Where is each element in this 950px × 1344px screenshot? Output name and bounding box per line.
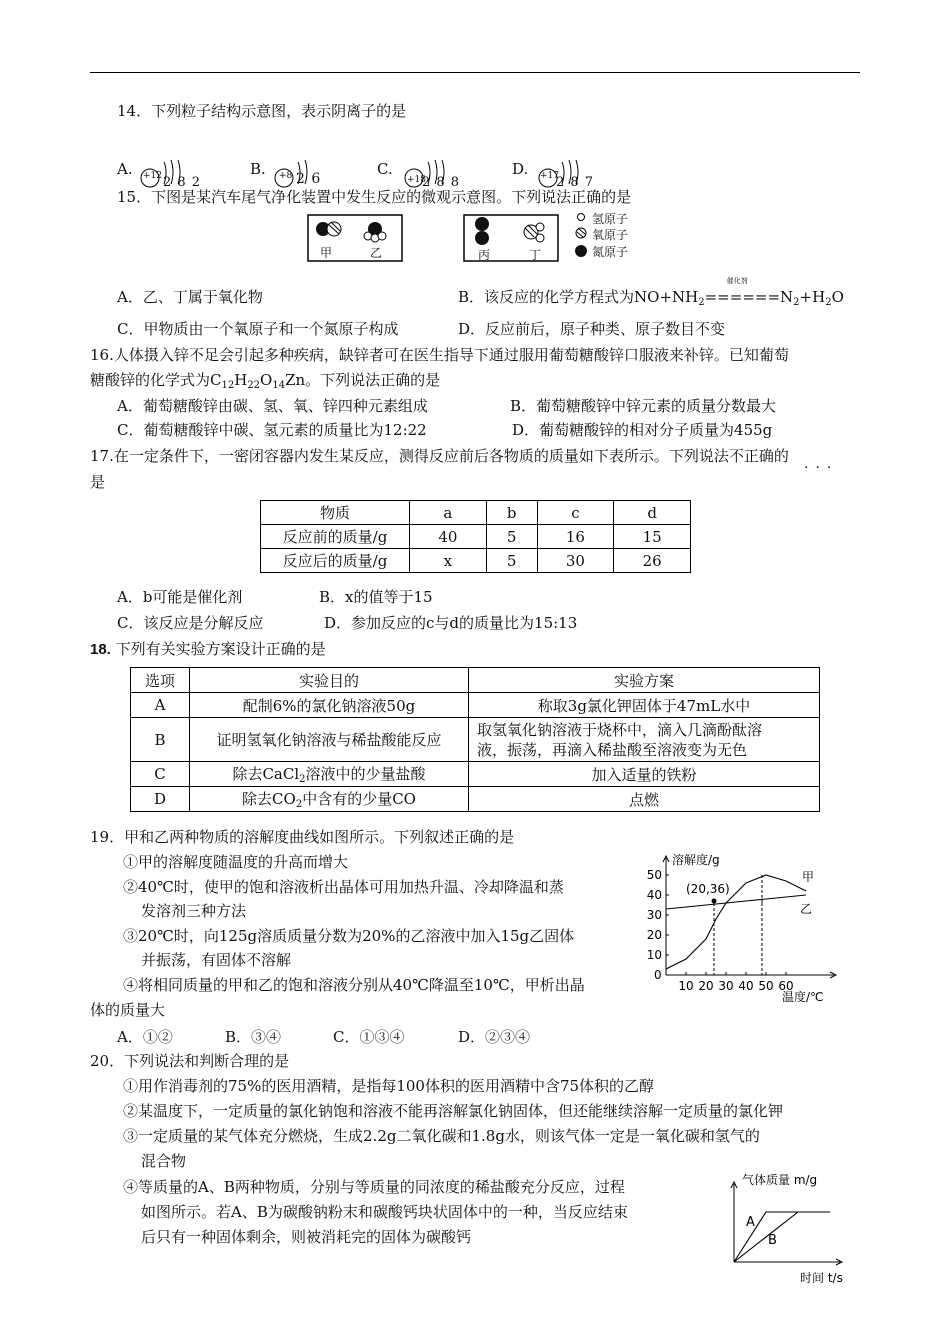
atom-c-nucleus: +18 xyxy=(407,175,426,185)
q16-stem-line2: 糖酸锌的化学式为$C_{12}H_{22}O_{14}Zn$。下列说法正确的是 xyxy=(90,371,441,391)
y-tick-label: 40 xyxy=(646,888,662,902)
q20-stem: 20．下列说法和判断合理的是 xyxy=(90,1052,290,1070)
q17-option-a: A．b可能是催化剂 xyxy=(117,588,243,606)
q17-table xyxy=(260,500,691,573)
table-cell: C xyxy=(131,762,190,787)
solubility-chart xyxy=(640,848,840,1008)
q20-statement-3b: 混合物 xyxy=(141,1152,187,1170)
q15-option-c: C．甲物质由一个氧原子和一个氮原子构成 xyxy=(117,320,399,338)
q19-statement-4b: 体的质量大 xyxy=(90,1001,166,1019)
table-cell: 5 xyxy=(486,549,537,573)
q19-statement-3a: ③20℃时，向125g溶质质量分数为20%的乙溶液中加入15g乙固体 xyxy=(123,927,575,945)
q14-option-b: B. xyxy=(250,160,266,178)
q19-statement-3b: 并振荡，有固体不溶解 xyxy=(141,951,292,969)
table-cell: A xyxy=(131,693,190,718)
table-header-cell: c xyxy=(537,501,614,525)
series-label-1: 乙 xyxy=(800,902,813,916)
atom-b-shells: 2 6 xyxy=(296,171,322,187)
x-tick-label: 0 xyxy=(654,968,662,982)
series-label-0: 甲 xyxy=(802,870,815,884)
q16-stem-line1: 16.人体摄入锌不足会引起多种疾病，缺锌者可在医生指导下通过服用葡萄糖酸锌口服液来补锌。已知葡萄 xyxy=(90,346,789,364)
gas-mass-chart xyxy=(720,1168,860,1288)
q16-option-b: B．葡萄糖酸锌中锌元素的质量分数最大 xyxy=(510,397,777,415)
table-header-cell: 实验方案 xyxy=(469,668,820,693)
q15-label-jia: 甲 xyxy=(320,246,333,260)
intersection-point xyxy=(712,899,717,904)
y-axis-label: 气体质量 m/g xyxy=(742,1173,818,1187)
table-cell: 取氢氧化钠溶液于烧杯中，滴入几滴酚酞溶 液，振荡，再滴入稀盐酸至溶液变为无色 xyxy=(469,718,820,762)
table-cell: 40 xyxy=(410,525,487,549)
q19-statement-2a: ②40℃时，使甲的饱和溶液析出晶体可用加热升温、冷却降温和蒸 xyxy=(123,878,564,896)
table-row xyxy=(131,718,820,762)
q14-option-c: C. xyxy=(377,160,393,178)
table-header-cell: 物质 xyxy=(261,501,410,525)
q20-statement-4b: 如图所示。若A、B为碳酸钠粉末和碳酸钙块状固体中的一种，当反应结束 xyxy=(141,1203,628,1221)
y-tick-label: 10 xyxy=(646,948,662,962)
table-cell: 15 xyxy=(614,525,691,549)
table-header-cell: 实验目的 xyxy=(190,668,469,693)
q15-legend-oxygen: 氧原子 xyxy=(592,228,629,242)
table-header-cell: d xyxy=(614,501,691,525)
y-tick-label: 30 xyxy=(646,908,662,922)
x-tick-label: 50 xyxy=(758,979,774,993)
q20-statement-4c: 后只有一种固体剩余，则被消耗完的固体为碳酸钙 xyxy=(141,1228,472,1246)
q18-stem: 18. 下列有关实验方案设计正确的是 xyxy=(90,640,326,658)
table-header-row xyxy=(131,668,820,693)
table-cell: 5 xyxy=(486,525,537,549)
atom-c-shells: 2 8 8 xyxy=(422,175,461,190)
table-cell: D xyxy=(131,787,190,812)
table-cell: 除去$CO_2$中含有的少量CO xyxy=(190,787,469,812)
q20-statement-1: ①用作消毒剂的75%的医用酒精，是指每100体积的医用酒精中含75体积的乙醇 xyxy=(123,1077,655,1095)
x-axis-label: 温度/℃ xyxy=(782,990,824,1004)
q19-option-a: A．①② xyxy=(117,1028,173,1046)
q19-option-d: D．②③④ xyxy=(458,1028,531,1046)
q15-label-yi: 乙 xyxy=(370,246,383,260)
top-rule xyxy=(90,72,860,73)
q20-statement-4a: ④等质量的A、B两种物质，分别与等质量的同浓度的稀盐酸充分反应，过程 xyxy=(123,1178,625,1196)
table-header-row xyxy=(261,501,691,525)
table-row xyxy=(131,762,820,787)
q14-stem: 14．下列粒子结构示意图，表示阴离子的是 xyxy=(117,102,407,120)
table-cell: 配制6%的氯化钠溶液50g xyxy=(190,693,469,718)
table-row xyxy=(131,787,820,812)
table-header-cell: a xyxy=(410,501,487,525)
series-label-1: B xyxy=(768,1233,777,1248)
table-cell: 除去CaCl$_2$溶液中的少量盐酸 xyxy=(190,762,469,787)
q15-legend-nitrogen: 氮原子 xyxy=(592,245,629,259)
table-cell: 证明氢氧化钠溶液与稀盐酸能反应 xyxy=(190,718,469,762)
q20-statement-2: ②某温度下，一定质量的氯化钠饱和溶液不能再溶解氯化钠固体，但还能继续溶解一定质量的氯化钾 xyxy=(123,1102,784,1120)
q19-statement-1: ①甲的溶解度随温度的升高而增大 xyxy=(123,853,349,871)
table-cell: 反应前的质量/g xyxy=(261,525,410,549)
x-tick-label: 60 xyxy=(778,979,794,993)
q16-option-a: A．葡萄糖酸锌由碳、氢、氧、锌四种元素组成 xyxy=(117,397,428,415)
atom-b-nucleus: +8 xyxy=(279,171,293,181)
q19-option-b: B．③④ xyxy=(225,1028,282,1046)
q14-option-a: A. xyxy=(117,160,133,178)
table-cell: 称取3g氯化钾固体于47mL水中 xyxy=(469,693,820,718)
q17-option-c: C．该反应是分解反应 xyxy=(117,614,264,632)
table-cell: 点燃 xyxy=(469,787,820,812)
q15-label-ding: 丁 xyxy=(529,248,542,262)
q19-option-c: C．①③④ xyxy=(333,1028,405,1046)
q17-emphasis-dots: ··· xyxy=(804,460,839,476)
x-tick-label: 10 xyxy=(678,979,694,993)
series-line-1 xyxy=(666,895,806,909)
q15-legend-hydrogen: 氢原子 xyxy=(592,212,629,226)
q19-statement-4a: ④将相同质量的甲和乙的饱和溶液分别从40℃降温至10℃，甲析出晶 xyxy=(123,976,585,994)
q15-option-d: D．反应前后，原子种类、原子数目不变 xyxy=(458,320,726,338)
atom-d-nucleus: +17 xyxy=(540,171,559,181)
q15-stem: 15．下图是某汽车尾气净化装置中发生反应的微观示意图。下列说法正确的是 xyxy=(117,188,632,206)
series-label-0: A xyxy=(746,1215,755,1230)
q20-statement-3a: ③一定质量的某气体充分燃烧，生成2.2g二氧化碳和1.8g水，则该气体一定是一氧化碳和氢气的 xyxy=(123,1127,760,1145)
table-row xyxy=(131,693,820,718)
atom-d-shells: 2 8 7 xyxy=(556,175,595,190)
q15-label-bing: 丙 xyxy=(478,248,491,262)
q15-option-b: B．该反应的化学方程式为$NO+NH_2$ 催化剂 $======N_2+H_2O$ xyxy=(458,277,844,308)
atom-a-nucleus: +12 xyxy=(143,171,162,181)
y-tick-label: 50 xyxy=(646,868,662,882)
x-axis-label: 时间 t/s xyxy=(800,1271,843,1285)
table-cell: 30 xyxy=(537,549,614,573)
q14-option-d: D. xyxy=(512,160,529,178)
x-tick-label: 20 xyxy=(698,979,714,993)
q18-table xyxy=(130,667,820,812)
table-header-cell: b xyxy=(486,501,537,525)
table-cell: 16 xyxy=(537,525,614,549)
q17-stem-line1: 17.在一定条件下，一密闭容器内发生某反应，测得反应前后各物质的质量如下表所示。下列说法不正确的 xyxy=(90,447,789,465)
table-cell: x xyxy=(410,549,487,573)
q17-option-d: D．参加反应的c与d的质量比为15:13 xyxy=(324,614,578,632)
table-cell: 加入适量的铁粉 xyxy=(469,762,820,787)
x-tick-label: 40 xyxy=(738,979,754,993)
x-tick-label: 30 xyxy=(718,979,734,993)
q17-option-b: B．x的值等于15 xyxy=(319,588,433,606)
atom-a-shells: 2 8 2 xyxy=(163,175,202,190)
table-cell: B xyxy=(131,718,190,762)
y-tick-label: 20 xyxy=(646,928,662,942)
q15-option-a: A．乙、丁属于氧化物 xyxy=(117,288,263,306)
q19-statement-2b: 发溶剂三种方法 xyxy=(141,902,247,920)
q16-option-c: C．葡萄糖酸锌中碳、氢元素的质量比为12:22 xyxy=(117,421,427,439)
intersection-label: (20,36) xyxy=(686,882,730,896)
table-header-cell: 选项 xyxy=(131,668,190,693)
table-row xyxy=(261,525,691,549)
table-cell: 26 xyxy=(614,549,691,573)
y-axis-label: 溶解度/g xyxy=(672,853,720,867)
q17-stem-line2: 是 xyxy=(90,473,106,491)
q16-option-d: D．葡萄糖酸锌的相对分子质量为455g xyxy=(512,421,773,439)
q19-stem: 19．甲和乙两种物质的溶解度曲线如图所示。下列叙述正确的是 xyxy=(90,828,515,846)
table-cell: 反应后的质量/g xyxy=(261,549,410,573)
table-row xyxy=(261,549,691,573)
